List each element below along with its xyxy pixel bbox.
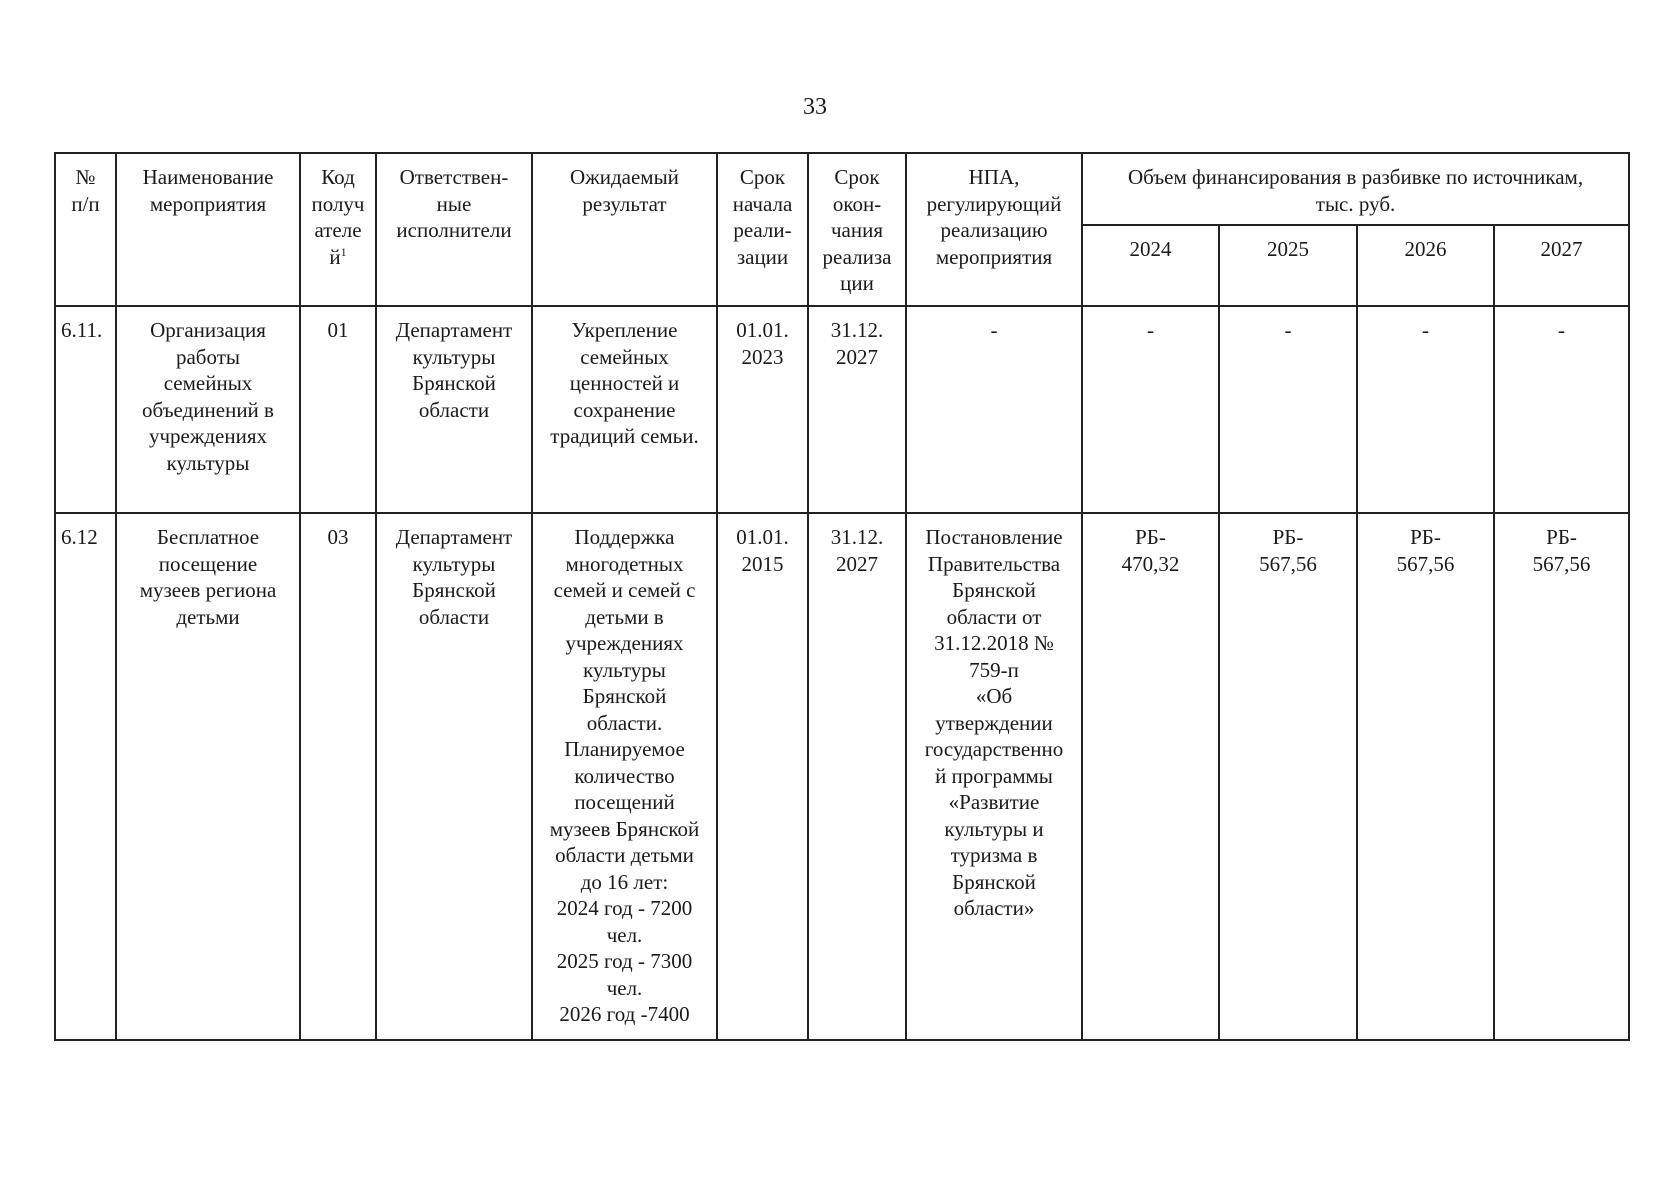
header-start: Срок начала реали- зации [717, 153, 808, 306]
row-code: 03 [300, 513, 376, 1040]
header-name: Наименование мероприятия [116, 153, 300, 306]
row-end: 31.12. 2027 [808, 306, 906, 513]
header-year-2027: 2027 [1494, 225, 1629, 306]
row-executors: Департамент культуры Брянской области [376, 306, 532, 513]
header-executors: Ответствен- ные исполнители [376, 153, 532, 306]
header-year-2026: 2026 [1357, 225, 1494, 306]
table-row [55, 513, 1629, 1040]
header-end: Срок окон- чания реализа ции [808, 153, 906, 306]
header-year-2025: 2025 [1219, 225, 1357, 306]
row-end: 31.12. 2027 [808, 513, 906, 1040]
header-code [300, 153, 376, 306]
row-num: 6.11. [55, 306, 116, 513]
row-result: Укрепление семейных ценностей и сохранение традиций семьи. [532, 306, 717, 513]
header-code-label: Код получ ателе й [311, 165, 365, 269]
row-funding-2025: РБ- 567,56 [1219, 513, 1357, 1040]
header-code-footnote: 1 [340, 244, 347, 259]
row-code: 01 [300, 306, 376, 513]
header-num: № п/п [55, 153, 116, 306]
table-header-row [55, 153, 1629, 225]
header-funding: Объем финансирования в разбивке по источникам, тыс. руб. [1082, 153, 1629, 225]
row-start: 01.01. 2015 [717, 513, 808, 1040]
header-npa: НПА, регулирующий реализацию мероприятия [906, 153, 1082, 306]
row-executors: Департамент культуры Брянской области [376, 513, 532, 1040]
row-npa: - [906, 306, 1082, 513]
row-npa: Постановление Правительства Брянской области от 31.12.2018 № 759-п «Об утверждении государственно й программы «Развитие культуры и туризма в Брянской области» [906, 513, 1082, 1040]
row-name: Организация работы семейных объединений в учреждениях культуры [116, 306, 300, 513]
page-number: 33 [803, 94, 827, 120]
row-funding-2026: - [1357, 306, 1494, 513]
table-row [55, 306, 1629, 513]
row-funding-2025: - [1219, 306, 1357, 513]
row-funding-2024: - [1082, 306, 1219, 513]
header-year-2024: 2024 [1082, 225, 1219, 306]
header-result: Ожидаемый результат [532, 153, 717, 306]
row-result: Поддержка многодетных семей и семей с детьми в учреждениях культуры Брянской области. Планируемое количество посещений музеев Брянской области детьми до 16 лет: 2024 год - 7200 чел. 2025 год - 7300 чел. 2026 год -7400 [532, 513, 717, 1040]
program-activities-table [54, 152, 1630, 1041]
row-funding-2027: - [1494, 306, 1629, 513]
row-funding-2027: РБ- 567,56 [1494, 513, 1629, 1040]
row-name: Бесплатное посещение музеев региона детьми [116, 513, 300, 1040]
row-start: 01.01. 2023 [717, 306, 808, 513]
row-num: 6.12 [55, 513, 116, 1040]
row-funding-2024: РБ- 470,32 [1082, 513, 1219, 1040]
row-funding-2026: РБ- 567,56 [1357, 513, 1494, 1040]
